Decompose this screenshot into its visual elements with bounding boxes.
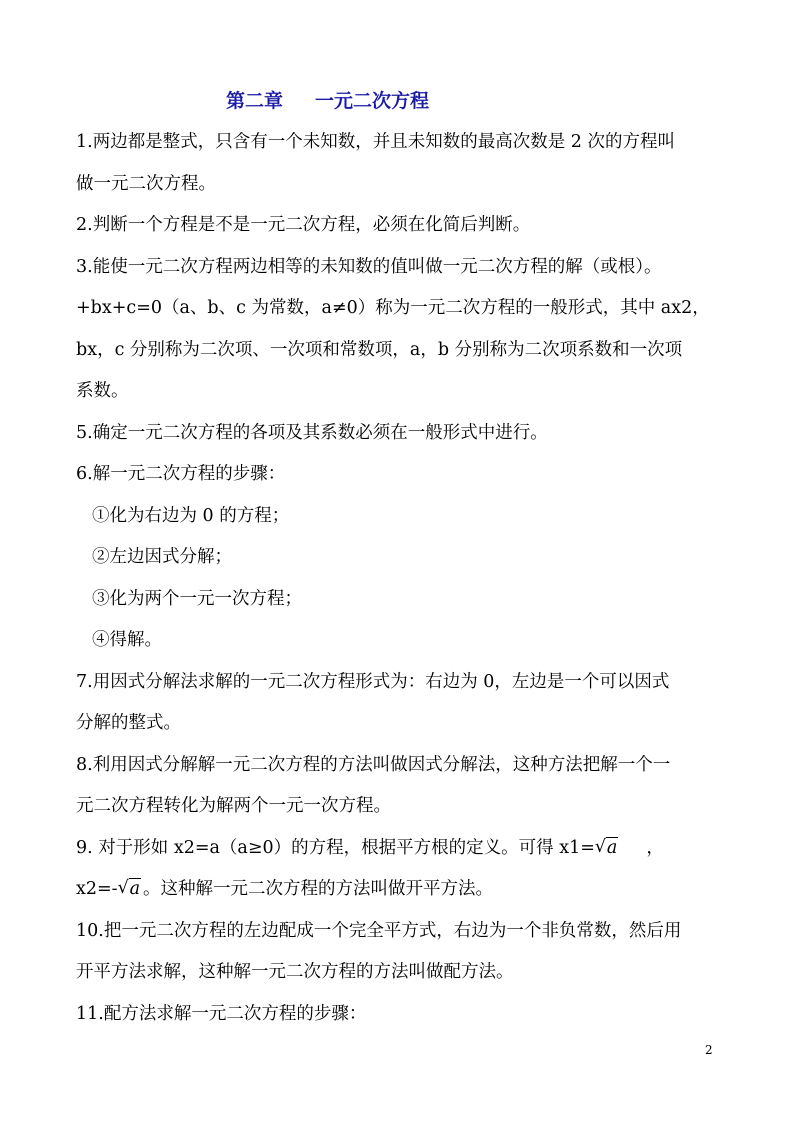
chapter-title — [226, 86, 429, 113]
paragraph-7-line-1: 7.用因式分解法求解的一元二次方程形式为：右边为 0，左边是一个可以因式 — [76, 672, 670, 692]
sqrt-a-symbol-negative — [118, 879, 141, 899]
step-1: ①化为右边为 0 的方程； — [92, 506, 290, 526]
sqrt-argument: a — [606, 838, 618, 858]
paragraph-9-text-b: x2=- — [76, 879, 118, 899]
paragraph-9-comma: ， — [646, 838, 664, 858]
step-2: ②左边因式分解； — [92, 547, 232, 567]
paragraph-4-line-3: 系数。 — [76, 381, 129, 401]
paragraph-3: 3.能使一元二次方程两边相等的未知数的值叫做一元二次方程的解（或根）。 — [76, 257, 662, 277]
step-4: ④得解。 — [92, 630, 162, 650]
paragraph-8-line-1: 8.利用因式分解解一元二次方程的方法叫做因式分解法，这种方法把解一个一 — [76, 755, 671, 775]
paragraph-9-text-c: 。这种解一元二次方程的方法叫做开平方法。 — [143, 879, 494, 899]
paragraph-10-line-2: 开平方法求解，这种解一元二次方程的方法叫做配方法。 — [76, 962, 514, 982]
paragraph-9-text-a: 9. 对于形如 x2=a（a≥0）的方程，根据平方根的定义。可得 x1= — [76, 838, 595, 858]
paragraph-8-line-2: 元二次方程转化为解两个一元一次方程。 — [76, 796, 391, 816]
paragraph-9-line-1 — [76, 834, 664, 859]
paragraph-7-line-2: 分解的整式。 — [76, 713, 181, 733]
sqrt-a-symbol — [595, 838, 618, 858]
paragraph-9-line-2 — [76, 875, 493, 900]
paragraph-2: 2.判断一个方程是不是一元二次方程，必须在化简后判断。 — [76, 215, 531, 235]
paragraph-11: 11.配方法求解一元二次方程的步骤： — [76, 1004, 367, 1024]
paragraph-10-line-1: 10.把一元二次方程的左边配成一个完全平方式，右边为一个非负常数，然后用 — [76, 921, 682, 941]
page-number: 2 — [705, 1043, 713, 1057]
paragraph-4-line-1: +bx+c=0（a、b、c 为常数，a≠0）称为一元二次方程的一般形式，其中 ax2， — [76, 298, 710, 318]
paragraph-6: 6.解一元二次方程的步骤： — [76, 464, 286, 484]
paragraph-5: 5.确定一元二次方程的各项及其系数必须在一般形式中进行。 — [76, 423, 548, 443]
chapter-label: 第二章 — [226, 90, 284, 112]
sqrt-argument-2: a — [129, 879, 141, 899]
step-3: ③化为两个一元一次方程； — [92, 589, 302, 609]
chapter-topic: 一元二次方程 — [315, 90, 430, 112]
paragraph-1-line-2: 做一元二次方程。 — [76, 174, 216, 194]
paragraph-1-line-1: 1.两边都是整式，只含有一个未知数，并且未知数的最高次数是 2 次的方程叫 — [76, 132, 675, 152]
paragraph-4-line-2: bx，c 分别称为二次项、一次项和常数项，a，b 分别称为二次项系数和一次项 — [76, 340, 683, 360]
